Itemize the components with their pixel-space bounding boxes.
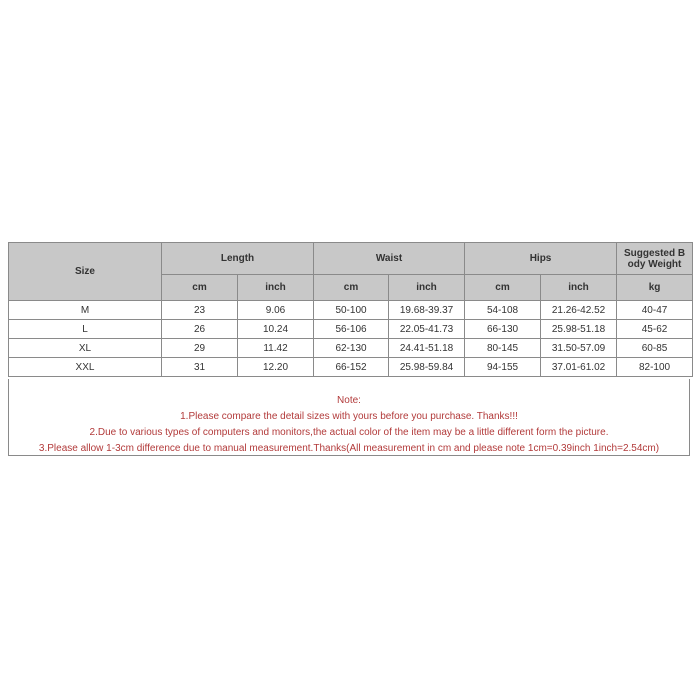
unit-header: kg bbox=[617, 275, 693, 301]
table-cell: 56-106 bbox=[314, 320, 389, 339]
table-cell: 25.98-51.18 bbox=[541, 320, 617, 339]
table-cell: 40-47 bbox=[617, 301, 693, 320]
size-chart-table bbox=[8, 242, 693, 377]
table-cell: 25.98-59.84 bbox=[389, 358, 465, 377]
table-cell: 21.26-42.52 bbox=[541, 301, 617, 320]
table-cell: 62-130 bbox=[314, 339, 389, 358]
table-row bbox=[9, 358, 693, 377]
table-cell: 54-108 bbox=[465, 301, 541, 320]
table-cell: 31 bbox=[162, 358, 238, 377]
notes-box bbox=[8, 379, 690, 456]
weight-header: Suggested B ody Weight bbox=[617, 243, 693, 275]
size-cell: XXL bbox=[9, 358, 162, 377]
table-cell: 10.24 bbox=[238, 320, 314, 339]
unit-header: inch bbox=[389, 275, 465, 301]
table-cell: 24.41-51.18 bbox=[389, 339, 465, 358]
table-cell: 94-155 bbox=[465, 358, 541, 377]
unit-header: inch bbox=[541, 275, 617, 301]
table-cell: 22.05-41.73 bbox=[389, 320, 465, 339]
table-row bbox=[9, 301, 693, 320]
notes-title: Note: bbox=[337, 395, 361, 406]
unit-header: inch bbox=[238, 275, 314, 301]
note-line-2: 2.Due to various types of computers and monitors,the actual color of the item may be a little different form the picture. bbox=[89, 427, 609, 438]
table-cell: 12.20 bbox=[238, 358, 314, 377]
unit-header: cm bbox=[314, 275, 389, 301]
table-cell: 82-100 bbox=[617, 358, 693, 377]
unit-header: cm bbox=[465, 275, 541, 301]
table-cell: 26 bbox=[162, 320, 238, 339]
waist-header: Waist bbox=[314, 243, 465, 275]
table-cell: 45-62 bbox=[617, 320, 693, 339]
table-cell: 60-85 bbox=[617, 339, 693, 358]
note-line-1: 1.Please compare the detail sizes with yours before you purchase. Thanks!!! bbox=[180, 411, 518, 422]
size-header: Size bbox=[9, 243, 162, 301]
table-row bbox=[9, 320, 693, 339]
table-row bbox=[9, 339, 693, 358]
table-cell: 37.01-61.02 bbox=[541, 358, 617, 377]
table-cell: 9.06 bbox=[238, 301, 314, 320]
unit-header: cm bbox=[162, 275, 238, 301]
table-cell: 11.42 bbox=[238, 339, 314, 358]
table-cell: 29 bbox=[162, 339, 238, 358]
size-cell: M bbox=[9, 301, 162, 320]
length-header: Length bbox=[162, 243, 314, 275]
table-cell: 23 bbox=[162, 301, 238, 320]
table-cell: 66-152 bbox=[314, 358, 389, 377]
size-cell: L bbox=[9, 320, 162, 339]
table-cell: 19.68-39.37 bbox=[389, 301, 465, 320]
table-cell: 80-145 bbox=[465, 339, 541, 358]
table-cell: 66-130 bbox=[465, 320, 541, 339]
note-line-3: 3.Please allow 1-3cm difference due to manual measurement.Thanks(All measurement in cm and please note 1cm=0.39inch 1inch=2.54cm) bbox=[38, 443, 660, 454]
header-row-groups bbox=[9, 243, 693, 275]
table-cell: 50-100 bbox=[314, 301, 389, 320]
size-cell: XL bbox=[9, 339, 162, 358]
table-cell: 31.50-57.09 bbox=[541, 339, 617, 358]
hips-header: Hips bbox=[465, 243, 617, 275]
